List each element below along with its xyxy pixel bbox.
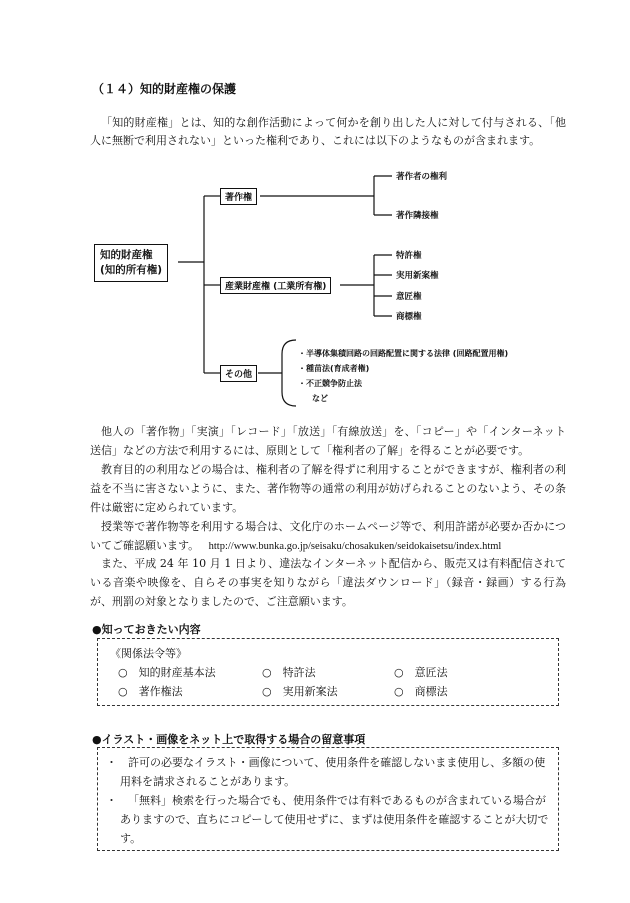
leaf-utility-model: 実用新案権: [396, 271, 439, 281]
illust-note-2: 「無料」検索を行った場合でも、使用条件では有料であるものが含まれている場合がありますので、直ちにコピーして使用せずに、まずは使用条件を確認することが大切です。: [120, 794, 549, 845]
section-title: （１４）知的財産権の保護: [92, 82, 237, 96]
law-ip-basic: ○ 知的財産基本法: [118, 666, 216, 679]
bunka-url-link[interactable]: http://www.bunka.go.jp/seisaku/chosakuken/seidokaisetsu/index.html: [208, 541, 502, 552]
root-label-2: (知的所有権): [100, 264, 163, 276]
other-item-3: ・不正競争防止法: [298, 379, 362, 388]
law-patent: ○ 特許法: [262, 666, 316, 679]
other-item-2: ・種苗法(育成者権): [298, 364, 370, 373]
paragraph-3: [90, 517, 566, 556]
leaf-patent: 特許権: [396, 251, 422, 261]
bullet-mark-1: ・: [106, 756, 117, 769]
illust-section-heading: ●イラスト・画像をネット上で取得する場合の留意事項: [92, 733, 366, 746]
illust-note-1: 許可の必要なイラスト・画像について、使用条件を確認しないまま使用し、多額の使用料を請求されることがあります。: [120, 756, 546, 788]
paragraph-4: また、平成 24 年 10 月 1 日より、違法なインターネット配信から、販売又は有料配信されている音楽や映像を、自らその事実を知りながら「違法ダウンロード」（録音・録画）する行為が、刑罰の対象となりましたので、ご注意願います。: [90, 557, 566, 608]
other-item-1: ・半導体集積回路の回路配置に関する法律 (回路配置用権): [298, 349, 509, 358]
branch-copyright-box: 著作権: [220, 188, 257, 205]
law-trademark: ○ 商標法: [394, 685, 448, 698]
illust-notes-box: [97, 747, 559, 851]
other-item-4: など: [312, 394, 328, 403]
law-copyright: ○ 著作権法: [118, 685, 183, 698]
branch-other-box: その他: [220, 365, 257, 382]
leaf-neighboring-rights: 著作隣接権: [396, 211, 439, 221]
intro-paragraph: 「知的財産権」とは、知的な創作活動によって何かを創り出した人に対して付与される、「他人に無断で利用されない」といった権利であり、これには以下のようなものが含まれます。: [90, 116, 566, 147]
root-label-1: 知的財産権: [100, 249, 153, 261]
leaf-author-rights: 著作者の権利: [396, 172, 448, 182]
paragraph-1: 他人の「著作物」「実演」「レコード」「放送」「有線放送」を、「コピー」や「インターネット送信」などの方法で利用するには、原則として「権利者の了解」を得ることが必要です。: [90, 425, 566, 457]
law-design: ○ 意匠法: [394, 666, 448, 679]
ip-rights-diagram: [88, 164, 558, 414]
know-section-heading: ●知っておきたい内容: [92, 623, 201, 636]
root-box: [94, 244, 168, 282]
law-utility-model: ○ 実用新案法: [262, 685, 338, 698]
branch-industrial-box: 産業財産権 (工業所有権): [220, 277, 331, 294]
related-laws-subheading: 《関係法令等》: [110, 647, 187, 660]
leaf-design: 意匠権: [396, 292, 422, 302]
bullet-mark-2: ・: [106, 794, 117, 807]
related-laws-box: [97, 638, 559, 706]
paragraph-3-text: 授業等で著作物等を利用する場合は、文化庁のホームページ等で、利用許諾が必要か否かについてご確認願います。: [90, 520, 566, 552]
paragraph-2: 教育目的の利用などの場合は、権利者の了解を得ずに利用することができますが、権利者の利益を不当に害さないように、また、著作物等の通常の利用が妨げられることのないよう、その条件は厳密に定められています。: [90, 463, 566, 514]
leaf-trademark: 商標権: [396, 312, 422, 322]
